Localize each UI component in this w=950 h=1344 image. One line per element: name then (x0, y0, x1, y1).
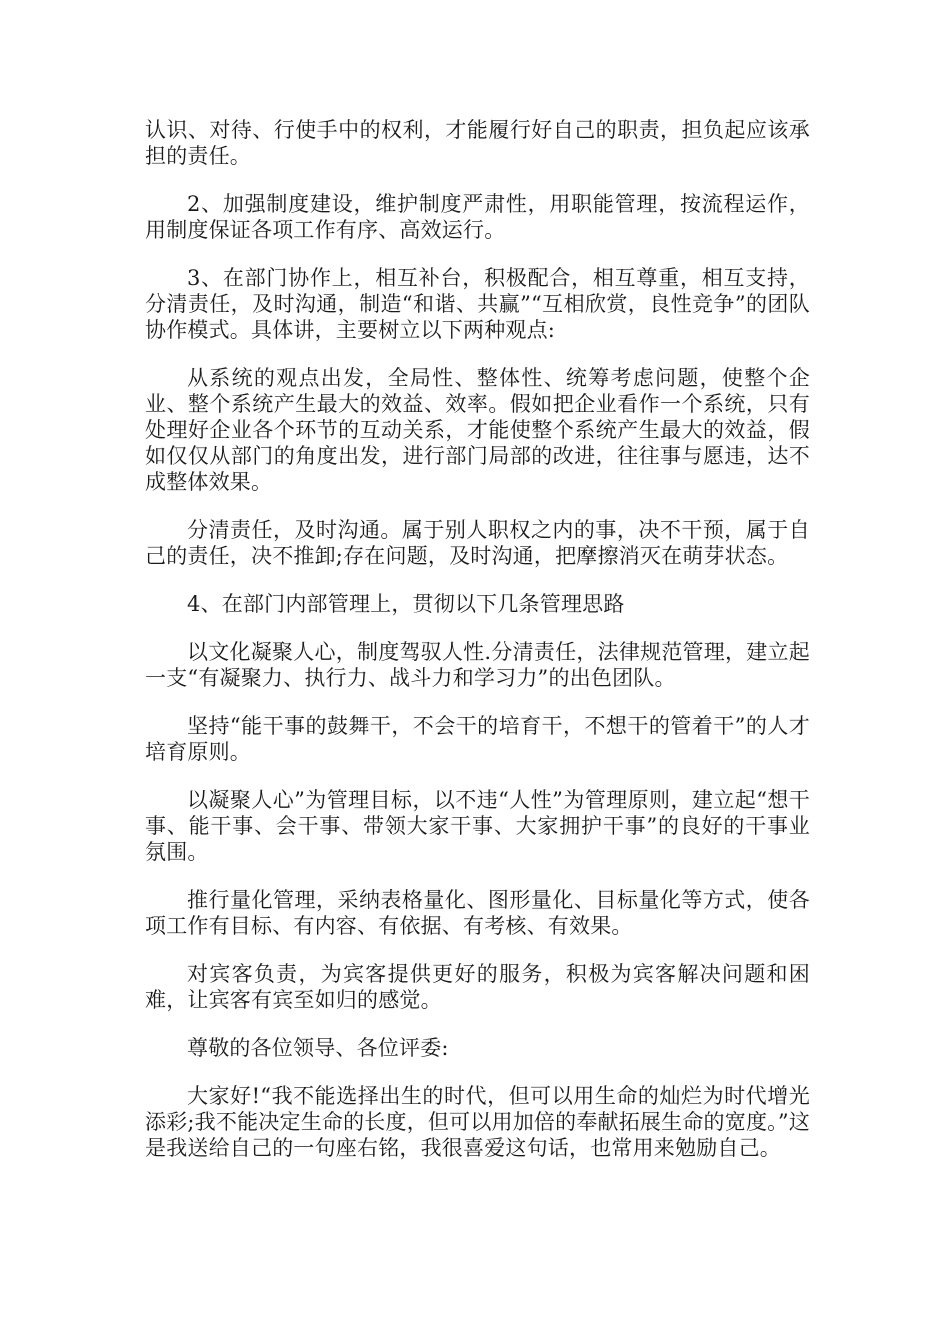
paragraph-quantified-management: 推行量化管理，采纳表格量化、图形量化、目标量化等方式，使各项工作有目标、有内容、有依据、有考核、有效果。 (145, 888, 810, 938)
paragraph-greeting-motto: 大家好!“我不能选择出生的时代，但可以用生命的灿烂为时代增光添彩;我不能决定生命的长度，但可以用加倍的奉献拓展生命的宽度。”这是我送给自己的一句座右铭，我很喜爱这句话，也常用来勉励自己。 (145, 1084, 810, 1160)
paragraph-department-cooperation: 3、在部门协作上，相互补台，积极配合，相互尊重，相互支持，分清责任，及时沟通，制造“和谐、共赢”“互相欣赏，良性竞争”的团队协作模式。具体讲，主要树立以下两种观点: (145, 266, 810, 342)
paragraph-salutation: 尊敬的各位领导、各位评委: (187, 1036, 449, 1060)
paragraph-responsibility-continuation: 认识、对待、行使手中的权利，才能履行好自己的职责，担负起应该承担的责任。 (145, 118, 810, 168)
paragraph-talent-cultivation: 坚持“能干事的鼓舞干，不会干的培育干，不想干的管着干”的人才培育原则。 (145, 714, 810, 764)
paragraph-guest-service: 对宾客负责，为宾客提供更好的服务，积极为宾客解决问题和困难，让宾客有宾至如归的感觉。 (145, 962, 810, 1012)
paragraph-internal-management: 4、在部门内部管理上，贯彻以下几条管理思路 (187, 592, 625, 616)
paragraph-management-goal: 以凝聚人心”为管理目标，以不违“人性”为管理原则，建立起“想干事、能干事、会干事、带领大家干事、大家拥护干事”的良好的干事业氛围。 (145, 788, 810, 864)
paragraph-system-construction: 2、加强制度建设，维护制度严肃性，用职能管理，按流程运作，用制度保证各项工作有序、高效运行。 (145, 192, 810, 242)
document-page (145, 117, 810, 1161)
paragraph-clear-responsibility: 分清责任，及时沟通。属于别人职权之内的事，决不干预，属于自己的责任，决不推卸;存在问题，及时沟通，把摩擦消灭在萌芽状态。 (145, 518, 810, 568)
paragraph-system-viewpoint: 从系统的观点出发，全局性、整体性、统筹考虑问题，使整个企业、整个系统产生最大的效益、效率。假如把企业看作一个系统，只有处理好企业各个环节的互动关系，才能使整个系统产生最大的效益，假如仅仅从部门的角度出发，进行部门局部的改进，往往事与愿违，达不成整体效果。 (145, 366, 810, 494)
paragraph-culture-cohesion: 以文化凝聚人心，制度驾驭人性.分清责任，法律规范管理，建立起一支“有凝聚力、执行力、战斗力和学习力”的出色团队。 (145, 640, 810, 690)
